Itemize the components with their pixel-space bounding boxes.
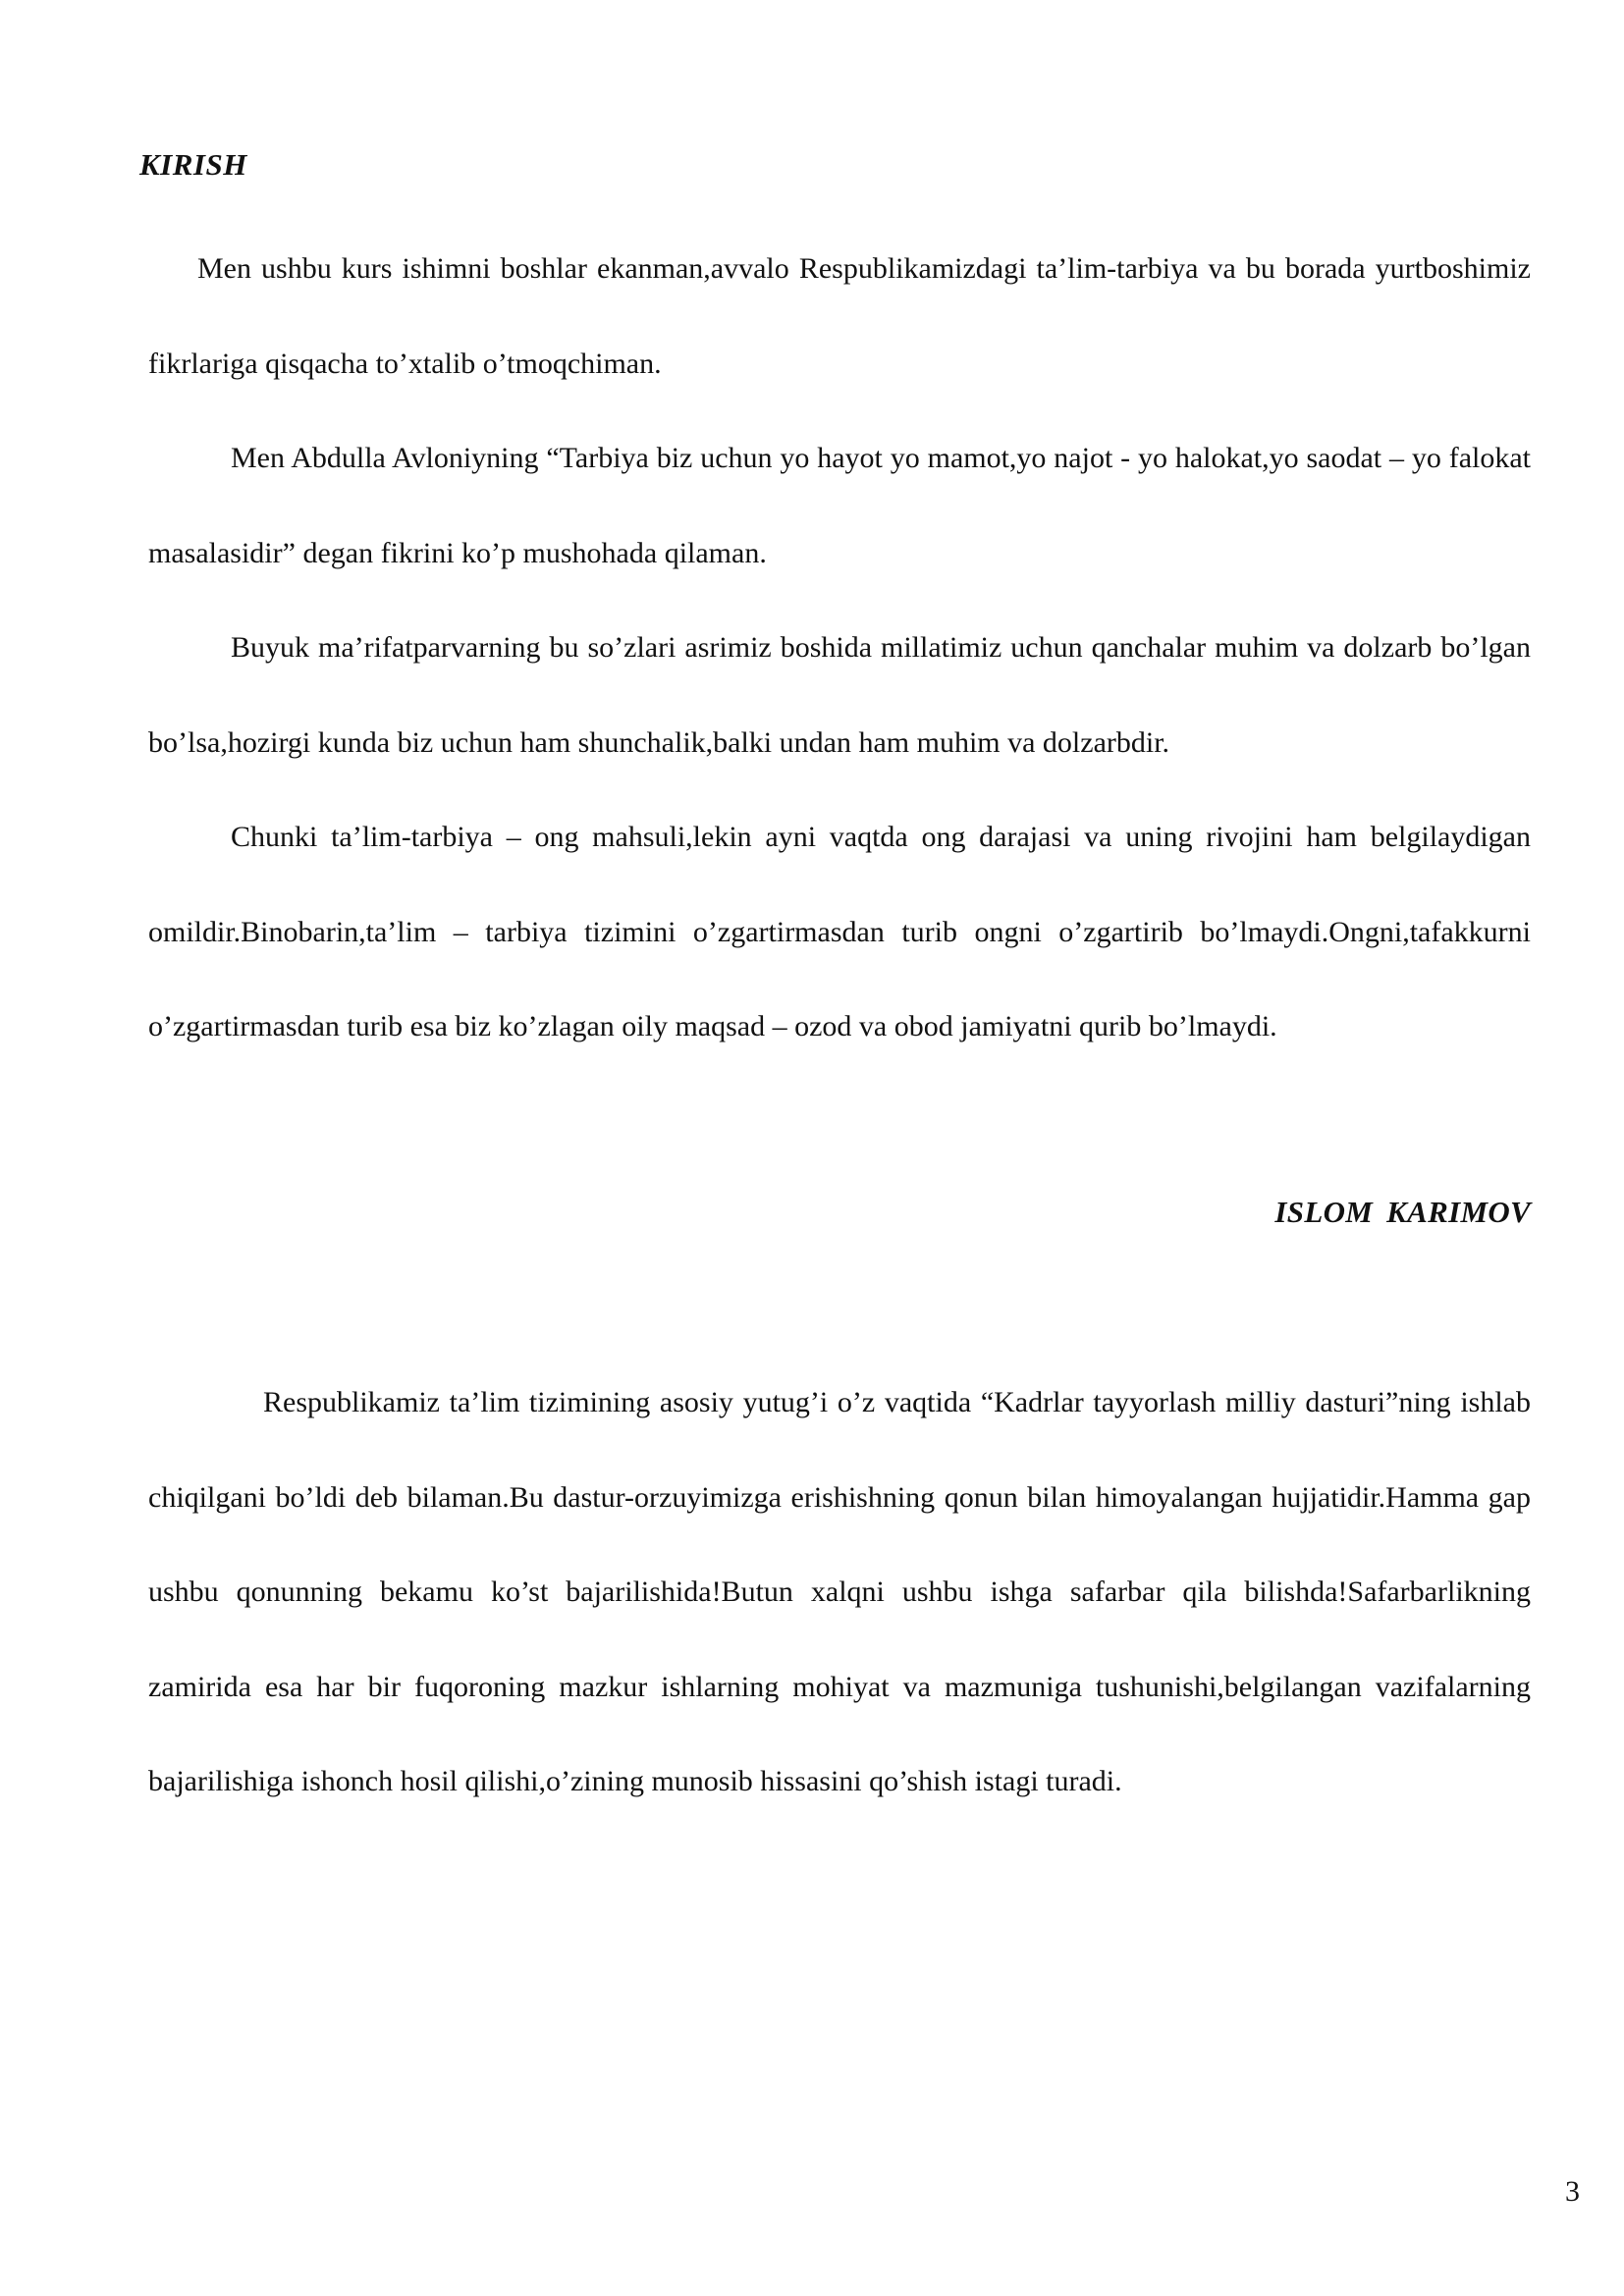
main-text-block [148,1356,1531,1830]
main-paragraph: Respublikamiz ta’lim tizimining asosiy yutug’i o’z vaqtida “Kadrlar tayyorlash milliy dasturi”ning ishlab chiqilgani bo’ldi deb bilaman.Bu dastur-orzuyimizga erishishning qonun bilan himoyalangan hujjatidir.Hamma gap ushbu qonunning bekamu ko’st bajarilishida!Butun xalqni ushbu ishga safarbar qila bilishda!Safarbarlikning zamirida esa har bir fuqoroning mazkur ishlarning mohiyat va mazmuniga tushunishi,belgilangan vazifalarning bajarilishiga ishonch hosil qilishi,o’zining munosib hissasini qo’shish istagi turadi. [148,1386,1531,1797]
section-heading: KIRISH [139,147,247,182]
intro-paragraph-3: Buyuk ma’rifatparvarning bu so’zlari asrimiz boshida millatimiz uchun qanchalar muhim va dolzarb bo’lgan bo’lsa,hozirgi kunda biz uchun ham shunchalik,balki undan ham muhim va dolzarbdir. [148,631,1531,759]
intro-paragraph-4: Chunki ta’lim-tarbiya – ong mahsuli,lekin ayni vaqtda ong darajasi va uning rivojini ham belgilaydigan omildir.Binobarin,ta’lim – tarbiya tizimini o’zgartirmasdan turib ongni o’zgartirib bo’lmaydi.Ongni,tafakkurni o’zgartirmasdan turib esa biz ko’zlagan oily maqsad – ozod va obod jamiyatni qurib bo’lmaydi. [148,821,1531,1042]
intro-paragraph-1: Men ushbu kurs ishimni boshlar ekanman,avvalo Respublikamizdagi ta’lim-tarbiya va bu borada yurtboshimiz fikrlariga qisqacha to’xtalib o’tmoqchiman. [148,252,1531,380]
intro-paragraph-2: Men Abdulla Avloniyning “Tarbiya biz uchun yo hayot yo mamot,yo najot - yo halokat,yo saodat – yo falokat masalasidir” degan fikrini ko’p mushohada qilaman. [148,442,1531,569]
quote-attribution: ISLOM KARIMOV [1274,1195,1531,1229]
intro-text-block [148,222,1531,1075]
page-number: 3 [1565,2175,1580,2208]
